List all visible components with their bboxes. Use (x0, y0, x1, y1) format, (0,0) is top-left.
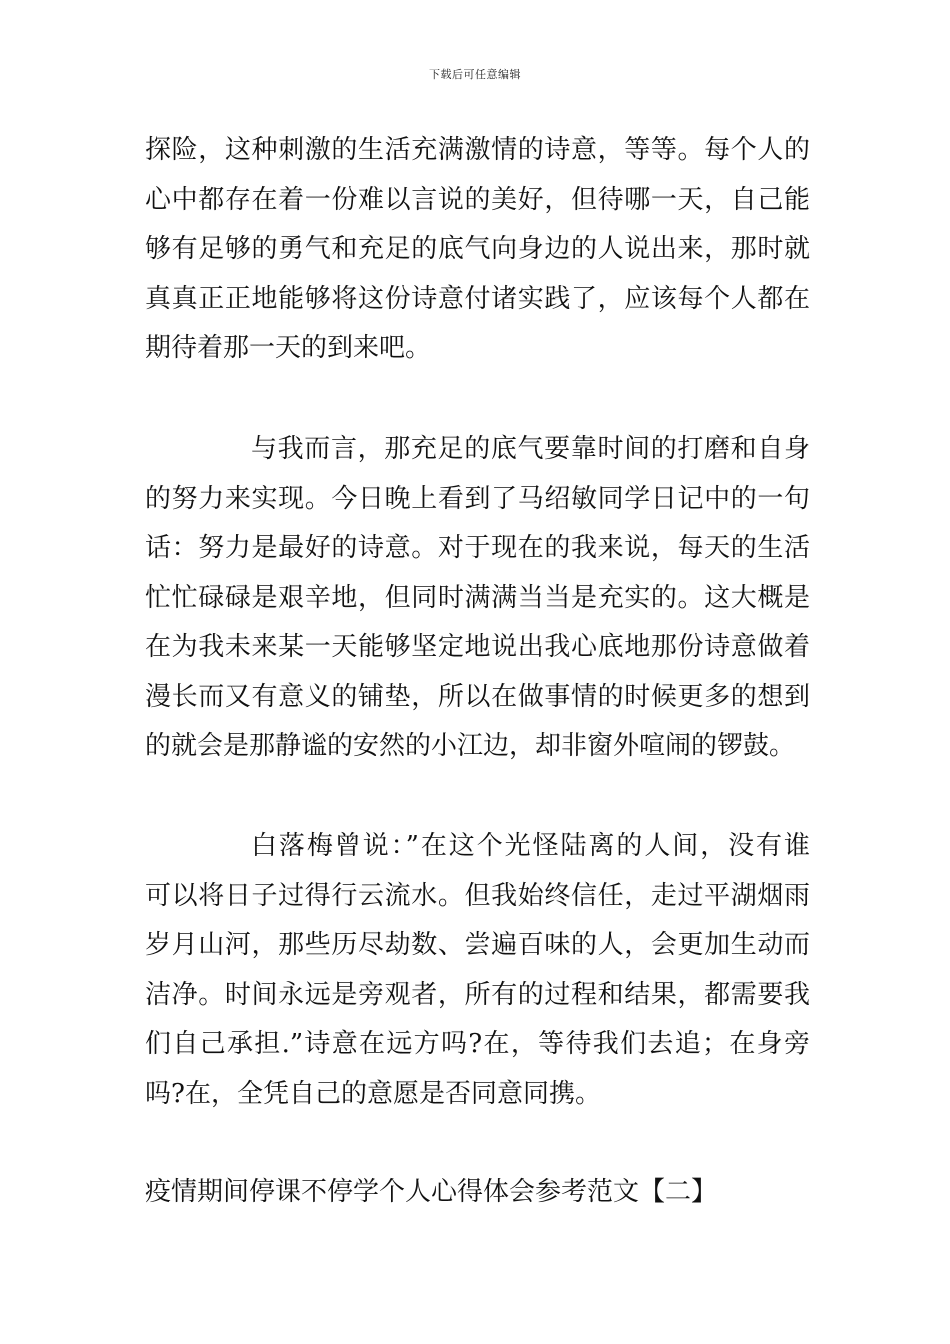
text-line: 们自己承担.”诗意在远方吗?在，等待我们去追；在身旁 (145, 1029, 810, 1059)
paragraph-1 (145, 126, 810, 374)
paragraph-2 (145, 425, 810, 772)
text-line: 白落梅曾说：”在这个光怪陆离的人间，没有谁 (251, 831, 810, 861)
text-line: 够有足够的勇气和充足的底气向身边的人说出来，那时就 (145, 234, 810, 264)
text-line: 真真正正地能够将这份诗意付诸实践了，应该每个人都在 (145, 283, 810, 314)
text-line: 岁月山河，那些历尽劫数、尝遍百味的人，会更加生动而 (145, 930, 810, 960)
text-line: 的就会是那静谧的安然的小江边，却非窗外喧闹的锣鼓。 (145, 731, 796, 761)
text-line: 漫长而又有意义的铺垫，所以在做事情的时候更多的想到 (145, 681, 810, 712)
text-line: 探险，这种刺激的生活充满激情的诗意，等等。每个人的 (145, 135, 810, 165)
text-line: 与我而言，那充足的底气要靠时间的打磨和自身 (251, 434, 810, 464)
page-header-note: 下载后可任意编辑 (429, 68, 521, 81)
text-line: 期待着那一天的到来吧。 (145, 333, 432, 363)
text-line: 在为我未来某一天能够坚定地说出我心底地那份诗意做着 (145, 632, 810, 662)
text-line: 心中都存在着一份难以言说的美好，但待哪一天，自己能 (145, 184, 810, 215)
text-line: 吗?在，全凭自己的意愿是否同意同携。 (145, 1078, 601, 1109)
text-line: 忙忙碌碌是艰辛地，但同时满满当当是充实的。这大概是 (145, 582, 810, 613)
text-line: 的努力来实现。今日晚上看到了马绍敏同学日记中的一句 (145, 483, 810, 514)
text-line: 可以将日子过得行云流水。但我始终信任，走过平湖烟雨 (145, 880, 810, 911)
text-line: 洁净。时间永远是旁观者，所有的过程和结果，都需要我 (145, 979, 810, 1010)
paragraph-3 (145, 822, 810, 1119)
section-heading: 疫情期间停课不停学个人心得体会参考范文【二】 (145, 1177, 718, 1207)
text-line: 话：努力是最好的诗意。对于现在的我来说，每天的生活 (145, 533, 810, 563)
